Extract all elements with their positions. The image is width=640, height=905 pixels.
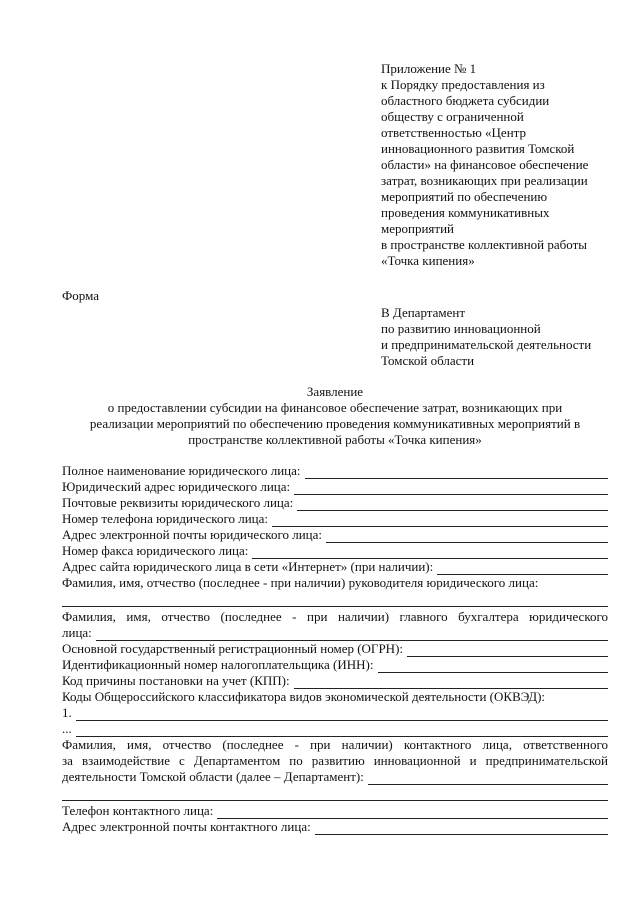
annex-line: Приложение № 1 xyxy=(381,61,477,76)
annex-line: проведения коммуникативных xyxy=(381,205,550,220)
fill-line[interactable] xyxy=(407,645,608,657)
recipient-block xyxy=(381,305,626,369)
field-director-label: Фамилия, имя, отчество (последнее - при наличии) руководителя юридического лица: xyxy=(62,575,539,590)
field-contact-label: Фамилия, имя, отчество (последнее - при наличии) контактного лица, ответственного xyxy=(62,737,608,752)
fill-line[interactable] xyxy=(437,563,608,575)
fill-line[interactable] xyxy=(315,823,608,835)
field-label: Юридический адрес юридического лица: xyxy=(62,479,291,494)
fill-line[interactable] xyxy=(217,807,608,819)
field-fax xyxy=(62,543,608,559)
field-label: Телефон контактного лица: xyxy=(62,803,214,818)
field-phone xyxy=(62,511,608,527)
title-line: пространстве коллективной работы «Точка кипения» xyxy=(188,432,482,447)
field-label: Адрес электронной почты юридического лица: xyxy=(62,527,322,542)
field-label: Полное наименование юридического лица: xyxy=(62,463,301,478)
annex-line: областного бюджета субсидии xyxy=(381,93,550,108)
title-heading: Заявление xyxy=(306,384,364,399)
field-label: Адрес электронной почты контактного лица: xyxy=(62,819,311,834)
field-accountant-label: Фамилия, имя, отчество (последнее - при наличии) главного бухгалтера юридического xyxy=(62,609,608,624)
recipient-line: Томской области xyxy=(381,353,475,368)
recipient-line: по развитию инновационной xyxy=(381,321,541,336)
annex-line: ответственностью «Центр xyxy=(381,125,526,140)
annex-line: инновационного развития Томской xyxy=(381,141,575,156)
fill-line[interactable] xyxy=(294,677,608,689)
field-label: Почтовые реквизиты юридического лица: xyxy=(62,495,294,510)
fill-line[interactable] xyxy=(326,531,608,543)
field-label: ... xyxy=(62,721,72,736)
field-okved-more xyxy=(62,721,608,737)
fill-line[interactable] xyxy=(305,467,609,479)
recipient-line: и предпринимательской деятельности xyxy=(381,337,592,352)
fill-line-contact[interactable] xyxy=(62,785,608,801)
field-label: Номер факса юридического лица: xyxy=(62,543,249,558)
annex-line: мероприятий xyxy=(381,221,454,236)
field-accountant xyxy=(62,625,608,641)
field-ogrn xyxy=(62,641,608,657)
annex-line: затрат, возникающих при реализации xyxy=(381,173,588,188)
fill-line[interactable] xyxy=(272,515,608,527)
document-title xyxy=(55,384,615,448)
fill-line[interactable] xyxy=(96,629,608,641)
field-label: Коды Общероссийского классификатора видов экономической деятельности (ОКВЭД): xyxy=(62,689,546,704)
field-label: деятельности Томской области (далее – Департамент): xyxy=(62,769,364,784)
annex-line: в пространстве коллективной работы xyxy=(381,237,587,252)
form-label: Форма xyxy=(62,288,99,303)
fill-line[interactable] xyxy=(368,773,608,785)
field-contact-email xyxy=(62,819,608,835)
fill-line-director[interactable] xyxy=(62,591,608,607)
application-fields xyxy=(62,463,608,835)
annex-line: «Точка кипения» xyxy=(381,253,475,268)
title-line: о предоставлении субсидии на финансовое обеспечение затрат, возникающих при xyxy=(107,400,563,415)
field-contact-phone xyxy=(62,803,608,819)
fill-line[interactable] xyxy=(294,483,608,495)
field-label: лица: xyxy=(62,625,92,640)
fill-line[interactable] xyxy=(378,661,609,673)
field-label: Код причины постановки на учет (КПП): xyxy=(62,673,290,688)
recipient-line: В Департамент xyxy=(381,305,466,320)
annex-line: области» на финансовое обеспечение xyxy=(381,157,589,172)
fill-line[interactable] xyxy=(76,709,608,721)
fill-line[interactable] xyxy=(297,499,608,511)
field-postal xyxy=(62,495,608,511)
field-okved-header xyxy=(62,689,608,705)
annex-line: к Порядку предоставления из xyxy=(381,77,545,92)
field-label: Основной государственный регистрационный номер (ОГРН): xyxy=(62,641,404,656)
field-okved-1 xyxy=(62,705,608,721)
title-line: реализации мероприятий по обеспечению проведения коммуникативных мероприятий в xyxy=(89,416,581,431)
field-contact xyxy=(62,769,608,785)
field-label: 1. xyxy=(62,705,72,720)
field-legal-address xyxy=(62,479,608,495)
field-email xyxy=(62,527,608,543)
field-contact-label: за взаимодействие с Департаментом по развитию инновационной и предпринимательской xyxy=(62,753,608,768)
annex-line: мероприятий по обеспечению xyxy=(381,189,548,204)
fill-line[interactable] xyxy=(76,725,608,737)
annex-line: обществу с ограниченной xyxy=(381,109,524,124)
field-label: Адрес сайта юридического лица в сети «Интернет» (при наличии): xyxy=(62,559,434,574)
field-label: Идентификационный номер налогоплательщика (ИНН): xyxy=(62,657,374,672)
field-full-name xyxy=(62,463,608,479)
field-kpp xyxy=(62,673,608,689)
field-inn xyxy=(62,657,608,673)
field-website xyxy=(62,559,608,575)
fill-line[interactable] xyxy=(252,547,608,559)
field-label: Номер телефона юридического лица: xyxy=(62,511,268,526)
annex-header xyxy=(381,61,621,269)
